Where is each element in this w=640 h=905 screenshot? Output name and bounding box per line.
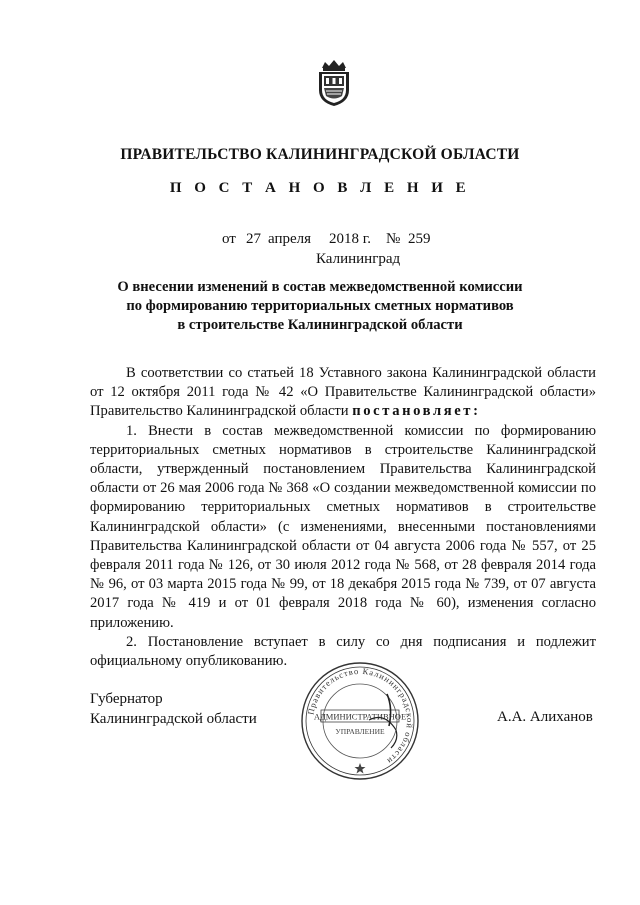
subject-line: в строительстве Калининградской области xyxy=(177,317,463,333)
position-line: Губернатор xyxy=(90,691,163,707)
position-line: Калининградской области xyxy=(90,710,257,727)
intro-text: В соответствии со статьей 18 Уставного закона Калининградской области от 12 октября 2011 года № 42 «О Правительстве Калининградской области» Правительство Калининградской области xyxy=(90,365,596,420)
seal-center-line: АДМИНИСТРАТИВНОЕ xyxy=(313,711,407,722)
date-month: апреля xyxy=(268,231,312,247)
date-day: 27 xyxy=(246,231,261,247)
document-body xyxy=(90,364,596,671)
date-year: 2018 г. xyxy=(329,231,371,247)
signatory-name: А.А. Алиханов xyxy=(497,709,593,725)
coat-of-arms-icon xyxy=(314,58,354,108)
item-2-paragraph: 2. Постановление вступает в силу со дня подписания и подлежит официальному опубликованию. xyxy=(90,633,596,670)
document-type-title: П О С Т А Н О В Л Е Н И Е xyxy=(169,180,471,196)
number-sign: № xyxy=(386,231,401,247)
signatory-position xyxy=(90,690,257,729)
seal-ring-text: Правительство Калининградской области xyxy=(305,665,416,767)
seal-center-line: УПРАВЛЕНИЕ xyxy=(335,727,385,736)
subject-line: О внесении изменений в состав межведомственной комиссии xyxy=(117,279,523,295)
date-prefix: от xyxy=(222,231,236,247)
subject-line: по формированию территориальных сметных нормативов xyxy=(126,298,514,314)
document-number: 259 xyxy=(408,231,431,247)
official-seal xyxy=(299,660,421,782)
document-subject xyxy=(0,278,640,335)
intro-paragraph xyxy=(90,364,596,422)
star-icon xyxy=(355,763,366,774)
resolves-word: постановляет: xyxy=(352,403,481,420)
item-1-paragraph: 1. Внести в состав межведомственной комиссии по формированию территориальных сметных нормативов в строительстве Калининградской области, утвержденный постановлением Правительства Калининградской области от 26 мая 2006 года № 368 «О создании межведомственной комиссии по формированию территориальных сметных нормативов в строительстве Калининградской области» (с изменениями, внесенными постановлениями Правительства Калининградской области от 04 августа 2006 года № 557, от 25 февраля 2011 года № 126, от 30 июля 2012 года № 568, от 28 февраля 2014 года № 96, от 03 марта 2015 года № 99, от 18 декабря 2015 года № 739, от 07 августа 2017 года № 419 и от 01 февраля 2018 года № 60), изменения согласно приложению. xyxy=(90,422,596,631)
government-name: ПРАВИТЕЛЬСТВО КАЛИНИНГРАДСКОЙ ОБЛАСТИ xyxy=(120,146,520,163)
city: Калининград xyxy=(316,251,401,267)
